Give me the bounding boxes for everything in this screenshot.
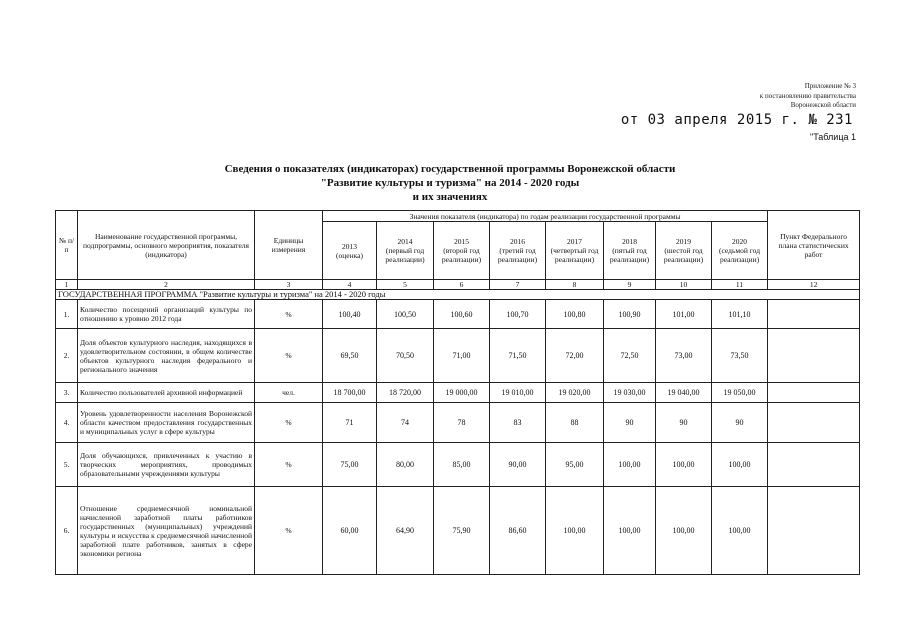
row-number: 4. [56,403,78,443]
value-cell: 85,00 [434,443,490,487]
row-number: 1. [56,300,78,329]
indicator-name: Отношение среднемесячной номинальной начисленной заработной платы работников государственных (муниципальных) учреждений культуры и искусства к среднемесячной начисленной заработной плате работников, занятых в сфере экономики региона [78,487,255,575]
value-cell: 69,50 [323,329,377,383]
value-cell: 19 030,00 [604,383,656,403]
value-cell: 90 [604,403,656,443]
value-cell: 75,90 [434,487,490,575]
header-year-number: 2017 [567,237,582,246]
header-year [377,222,434,280]
header-unit: Единицы измерения [255,211,323,280]
header-year [323,222,377,280]
value-cell: 80,00 [377,443,434,487]
value-cell: 83 [490,403,546,443]
value-cell: 74 [377,403,434,443]
value-cell: 100,80 [546,300,604,329]
federal-plan-cell [768,329,860,383]
value-cell: 100,60 [434,300,490,329]
value-cell: 88 [546,403,604,443]
column-index: 10 [656,280,712,290]
value-cell: 64,90 [377,487,434,575]
header-year-note: (пятый год реализации) [609,246,650,264]
appendix-line: к постановлению правительства [759,91,856,100]
column-index: 11 [712,280,768,290]
value-cell: 71,00 [434,329,490,383]
header-year-number: 2016 [510,237,525,246]
column-index: 5 [377,280,434,290]
header-year-number: 2019 [676,237,691,246]
header-year-note: (второй год реализации) [441,246,482,264]
row-number: 2. [56,329,78,383]
header-year [434,222,490,280]
column-index: 6 [434,280,490,290]
value-cell: 100,00 [604,443,656,487]
value-cell: 71 [323,403,377,443]
unit-cell: % [255,329,323,383]
federal-plan-cell [768,443,860,487]
indicator-name: Доля обучающихся, привлеченных к участию в творческих мероприятиях, проводимых образовательными учреждениями культуры [78,443,255,487]
indicator-name: Уровень удовлетворенности населения Воронежской области качеством предоставления государственных и муниципальных услуг в сфере культуры [78,403,255,443]
unit-cell: % [255,487,323,575]
appendix-line: Воронежской области [790,101,856,109]
value-cell: 73,00 [656,329,712,383]
title-line: Сведения о показателях (индикаторах) государственной программы Воронежской области [224,163,676,175]
value-cell: 101,00 [656,300,712,329]
value-cell: 18 700,00 [323,383,377,403]
header-year [490,222,546,280]
federal-plan-cell [768,383,860,403]
row-number: 3. [56,383,78,403]
table-row [56,487,860,575]
column-index: 3 [255,280,323,290]
row-number: 6. [56,487,78,575]
table-row [56,329,860,383]
column-index: 4 [323,280,377,290]
header-year [546,222,604,280]
value-cell: 90 [656,403,712,443]
table-row [56,443,860,487]
decree-date-number: от 03 апреля 2015 г. № 231 [620,112,853,128]
unit-cell: % [255,443,323,487]
unit-cell: чел. [255,383,323,403]
indicator-name: Количество пользователей архивной информацией [78,383,255,403]
column-index: 1 [56,280,78,290]
header-name: Наименование государственной программы, подпрограммы, основного мероприятия, показателя (индикатора) [78,211,255,280]
value-cell: 100,40 [323,300,377,329]
value-cell: 100,50 [377,300,434,329]
header-year-note: (шестой год реализации) [663,246,704,264]
unit-cell: % [255,403,323,443]
value-cell: 71,50 [490,329,546,383]
value-cell: 100,00 [656,443,712,487]
header-year-note: (четвертый год реализации) [550,246,599,264]
value-cell: 18 720,00 [377,383,434,403]
table-label: "Таблица 1 [810,132,856,142]
indicator-name: Количество посещений организаций культуры по отношению к уровню 2012 года [78,300,255,329]
header-year [656,222,712,280]
indicator-name: Доля объектов культурного наследия, находящихся в удовлетворительном состоянии, в общем количестве объектов культурного наследия федерального и регионального значения [78,329,255,383]
table-row [56,403,860,443]
indicators-table [55,210,860,575]
header-year [712,222,768,280]
header-year-note: (первый год реализации) [385,246,425,264]
header-year-number: 2015 [454,237,469,246]
value-cell: 19 050,00 [712,383,768,403]
header-year-number: 2013 [342,241,357,251]
header-year-number: 2020 [732,237,748,246]
header-year-number: 2014 [397,237,413,246]
value-cell: 72,00 [546,329,604,383]
federal-plan-cell [768,403,860,443]
value-cell: 78 [434,403,490,443]
title-line: "Развитие культуры и туризма" на 2014 - 2020 годы [320,177,580,189]
value-cell: 90,00 [490,443,546,487]
value-cell: 90 [712,403,768,443]
title-line: и их значениях [412,191,488,203]
document-title [190,162,710,204]
value-cell: 100,90 [604,300,656,329]
value-cell: 70,50 [377,329,434,383]
program-title-row: ГОСУДАРСТВЕННАЯ ПРОГРАММА "Развитие культуры и туризма" на 2014 - 2020 годы [56,290,860,300]
value-cell: 75,00 [323,443,377,487]
value-cell: 19 040,00 [656,383,712,403]
value-cell: 100,00 [656,487,712,575]
header-year-number: 2018 [622,237,637,246]
value-cell: 60,00 [323,487,377,575]
header-values-group: Значения показателя (индикатора) по годам реализации государственной программы [323,211,768,222]
federal-plan-cell [768,487,860,575]
value-cell: 86,60 [490,487,546,575]
header-year-note: (оценка) [336,250,363,260]
header-federal-plan: Пункт Федерального плана статистических работ [768,211,860,280]
value-cell: 100,00 [546,487,604,575]
row-number: 5. [56,443,78,487]
table-row [56,383,860,403]
value-cell: 95,00 [546,443,604,487]
federal-plan-cell [768,300,860,329]
column-index: 9 [604,280,656,290]
header-year-note: (третий год реализации) [497,246,538,264]
value-cell: 100,00 [604,487,656,575]
appendix-line: Приложение № 3 [804,82,856,90]
column-index: 7 [490,280,546,290]
appendix-note [760,82,856,111]
value-cell: 101,10 [712,300,768,329]
header-no: № п/п [56,211,78,280]
table-row [56,300,860,329]
column-index: 2 [78,280,255,290]
value-cell: 19 010,00 [490,383,546,403]
unit-cell: % [255,300,323,329]
value-cell: 100,00 [712,487,768,575]
header-year [604,222,656,280]
value-cell: 19 000,00 [434,383,490,403]
value-cell: 73,50 [712,329,768,383]
value-cell: 100,70 [490,300,546,329]
header-year-note: (седьмой год реализации) [719,246,761,264]
value-cell: 72,50 [604,329,656,383]
column-index: 12 [768,280,860,290]
value-cell: 19 020,00 [546,383,604,403]
value-cell: 100,00 [712,443,768,487]
column-index: 8 [546,280,604,290]
